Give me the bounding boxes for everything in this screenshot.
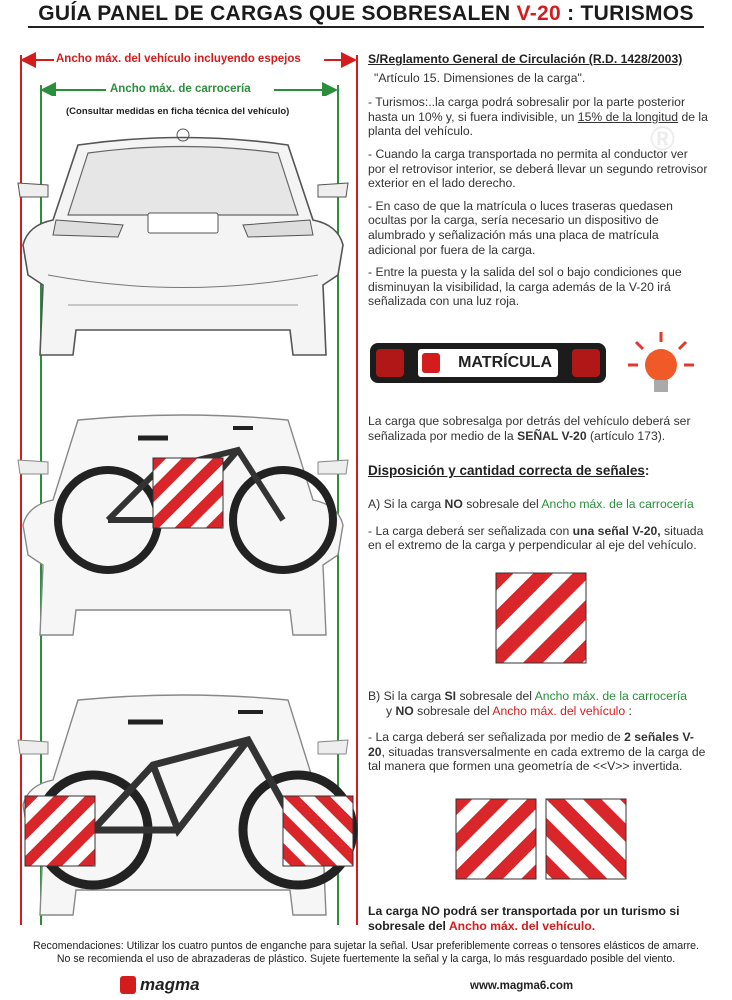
section-title: Disposición y cantidad correcta de señales: <box>368 463 650 478</box>
footer-recommendations: Recomendaciones: Utilizar los cuatro puntos de enganche para sujetar la señal. Usar preferiblemente correas o tensores elásticos de amarre. No se recomienda el uso de abrazaderas de plástico. Sujete fuertemente la señal y la carga, lo más resguardado posible del viento. <box>33 940 699 965</box>
tail-light-right-icon <box>572 349 600 377</box>
v20-sign-case-a-car <box>152 457 224 529</box>
vehicle-width-label: Ancho máx. del vehículo incluyendo espejos <box>56 53 301 65</box>
warning-note: La carga NO podrá ser transportada por un turismo si sobresale del Ancho máx. del vehículo. <box>368 904 680 933</box>
magma-logo-icon <box>422 353 440 373</box>
regulation-article: "Artículo 15. Dimensiones de la carga". <box>374 70 586 85</box>
red-light-bulb-icon <box>626 330 696 400</box>
regulation-p4: - Entre la puesta y la salida del sol o bajo condiciones que disminuyan la visibilidad, la carga además de la V-20 irá señalizada con una luz roja. <box>368 265 682 309</box>
registered-mark-icon: ® <box>650 120 676 158</box>
consult-note: (Consultar medidas en ficha técnica del vehículo) <box>66 106 290 117</box>
v20-sign-case-b-left <box>455 798 537 880</box>
regulation-p2: - Cuando la carga transportada no permita al conductor ver por el retrovisor interior, se deberá llevar un segundo retrovisor exterior en el lado derecho. <box>368 146 708 191</box>
v20-sign-left <box>24 795 96 867</box>
regulation-p3: - En caso de que la matrícula o luces traseras quedasen ocultas por la carga, sería necesario un dispositivo de alumbrado y señalización más una placa de matrícula adicional por fuera de la carga. <box>368 198 673 257</box>
case-b: B) Si la carga SI sobresale del Ancho máx. de la carrocería y NO sobresale del Ancho máx. del vehículo : - La carga deberá ser señalizada por medio de 2 señales V-20, situadas transversalmente en cada extremo de la carga de tal manera que formen una geometría de <<V>> invertida. <box>368 689 706 774</box>
car-rear-illustration <box>8 125 358 365</box>
body-width-label: Ancho máx. de carrocería <box>110 83 251 95</box>
title-underline <box>28 26 704 28</box>
v20-sign-case-a <box>495 572 587 664</box>
regulation-p1: - Turismos:..la carga podrá sobresalir por la parte posterior hasta un 10% y, si fuera indivisible, un 15% de la longitud de la planta del vehículo. <box>368 95 708 139</box>
license-plate: MATRÍCULA <box>418 349 558 377</box>
light-bar <box>370 343 606 383</box>
case-a: A) Si la carga NO sobresale del Ancho máx. de la carrocería - La carga deberá ser señalizada con una señal V-20, situada en el extremo de la carga y perpendicular al eje del vehículo. <box>368 497 704 553</box>
v20-sign-case-b-right <box>545 798 627 880</box>
signal-note: La carga que sobresalga por detrás del vehículo deberá ser señalizada por medio de la SEÑAL V-20 (artículo 173). <box>368 414 691 443</box>
brand-name: magma <box>140 975 200 994</box>
regulation-block <box>368 52 708 309</box>
brand-url[interactable]: www.magma6.com <box>470 980 574 992</box>
tail-light-left-icon <box>376 349 404 377</box>
regulation-header: S/Reglamento General de Circulación (R.D. 1428/2003) <box>368 52 683 66</box>
page-title: GUÍA PANEL DE CARGAS QUE SOBRESALEN V-20 : TURISMOS <box>38 2 694 25</box>
brand-logo-icon <box>120 976 136 994</box>
v20-sign-right <box>282 795 354 867</box>
